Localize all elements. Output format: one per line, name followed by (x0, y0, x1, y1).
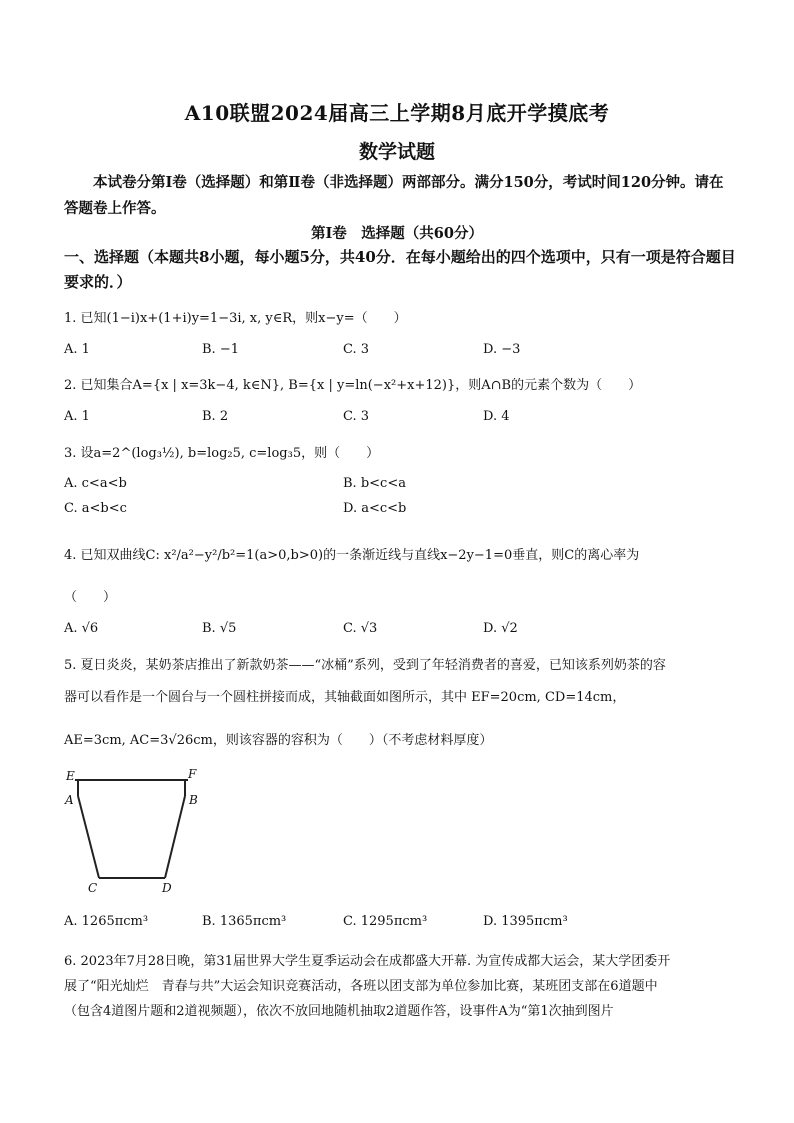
label-f: F (188, 768, 197, 781)
container-cross-section-figure (62, 768, 202, 894)
question-3-option-c: C. a<b<c (64, 501, 127, 516)
question-2-option-a: A. 1 (64, 409, 90, 424)
page-title: A10联盟2024届高三上学期8月底开学摸底考 (184, 101, 610, 125)
label-c: C (88, 881, 98, 894)
question-1-option-b: B. −1 (202, 342, 239, 357)
question-4-option-c: C. √3 (343, 621, 378, 636)
label-b: B (189, 793, 198, 807)
label-a: A (65, 793, 74, 807)
question-5-option-c: C. 1295πcm³ (343, 914, 428, 929)
question-5-option-b: B. 1365πcm³ (202, 914, 287, 929)
question-1-option-d: D. −3 (483, 342, 521, 357)
question-4-stem: 4. 已知双曲线C: x²/a²−y²/b²=1(a>0,b>0)的一条渐近线与直线x−2y−1=0垂直，则C的离心率为 (64, 548, 640, 563)
question-3-option-a: A. c<a<b (64, 476, 127, 491)
question-1-option-c: C. 3 (343, 342, 370, 357)
question-4-option-a: A. √6 (64, 621, 99, 636)
segment-bd (165, 796, 185, 878)
question-6-stem-line2: 展了“阳光灿烂 青春与共”大运会知识竞赛活动，各班以团支部为单位参加比赛，某班团支部在6道题中 (64, 979, 658, 994)
question-2-stem: 2. 已知集合A={x | x=3k−4, k∈N}, B={x | y=ln(−x²+x+12)}，则A∩B的元素个数为（ ） (64, 378, 642, 393)
question-3-option-d: D. a<c<b (343, 501, 407, 516)
label-d: D (162, 881, 172, 894)
question-2-option-d: D. 4 (483, 409, 510, 424)
question-5-stem-line3: AE=3cm, AC=3√26cm，则该容器的容积为（ ）（不考虑材料厚度） (64, 733, 493, 748)
question-3-stem: 3. 设a=2^(log₃½), b=log₂5, c=log₃5，则（ ） (64, 446, 380, 461)
section-heading: 一、选择题（本题共8小题，每小题5分，共40分．在每小题给出的四个选项中，只有一项是符合题目要求的．） (64, 248, 736, 291)
question-4-answer-blank: （ ） (64, 590, 117, 605)
label-e: E (66, 769, 75, 783)
question-6-stem-line3: （包含4道图片题和2道视频题），依次不放回地随机抽取2道题作答，设事件A为“第1次抽到图片 (64, 1004, 614, 1019)
question-6-stem-line1: 6. 2023年7月28日晚，第31届世界大学生夏季运动会在成都盛大开幕. 为宣传成都大运会，某大学团委开 (64, 954, 671, 969)
question-2-option-c: C. 3 (343, 409, 370, 424)
question-5-option-d: D. 1395πcm³ (483, 914, 568, 929)
question-4-option-d: D. √2 (483, 621, 518, 636)
question-1-option-a: A. 1 (64, 342, 90, 357)
question-1-stem: 1. 已知(1−i)x+(1+i)y=1−3i, x, y∈R，则x−y=（ ） (64, 311, 407, 326)
question-2-option-b: B. 2 (202, 409, 229, 424)
question-5-stem-line2: 器可以看作是一个圆台与一个圆柱拼接而成，其轴截面如图所示，其中 EF=20cm, CD=14cm， (64, 690, 626, 705)
page-subtitle: 数学试题 (358, 141, 435, 163)
question-3-option-b: B. b<c<a (343, 476, 406, 491)
segment-ac (78, 796, 99, 878)
exam-instructions: 本试卷分第Ⅰ卷（选择题）和第Ⅱ卷（非选择题）两部部分。满分150分，考试时间120分钟。请在答题卷上作答。 (64, 174, 724, 217)
question-5-option-a: A. 1265πcm³ (64, 914, 149, 929)
part-title: 第Ⅰ卷 选择题（共60分） (311, 225, 483, 242)
question-5-stem-line1: 5. 夏日炎炎，某奶茶店推出了新款奶茶——“冰桶”系列，受到了年轻消费者的喜爱，已知该系列奶茶的容 (64, 658, 666, 673)
question-4-option-b: B. √5 (202, 621, 237, 636)
